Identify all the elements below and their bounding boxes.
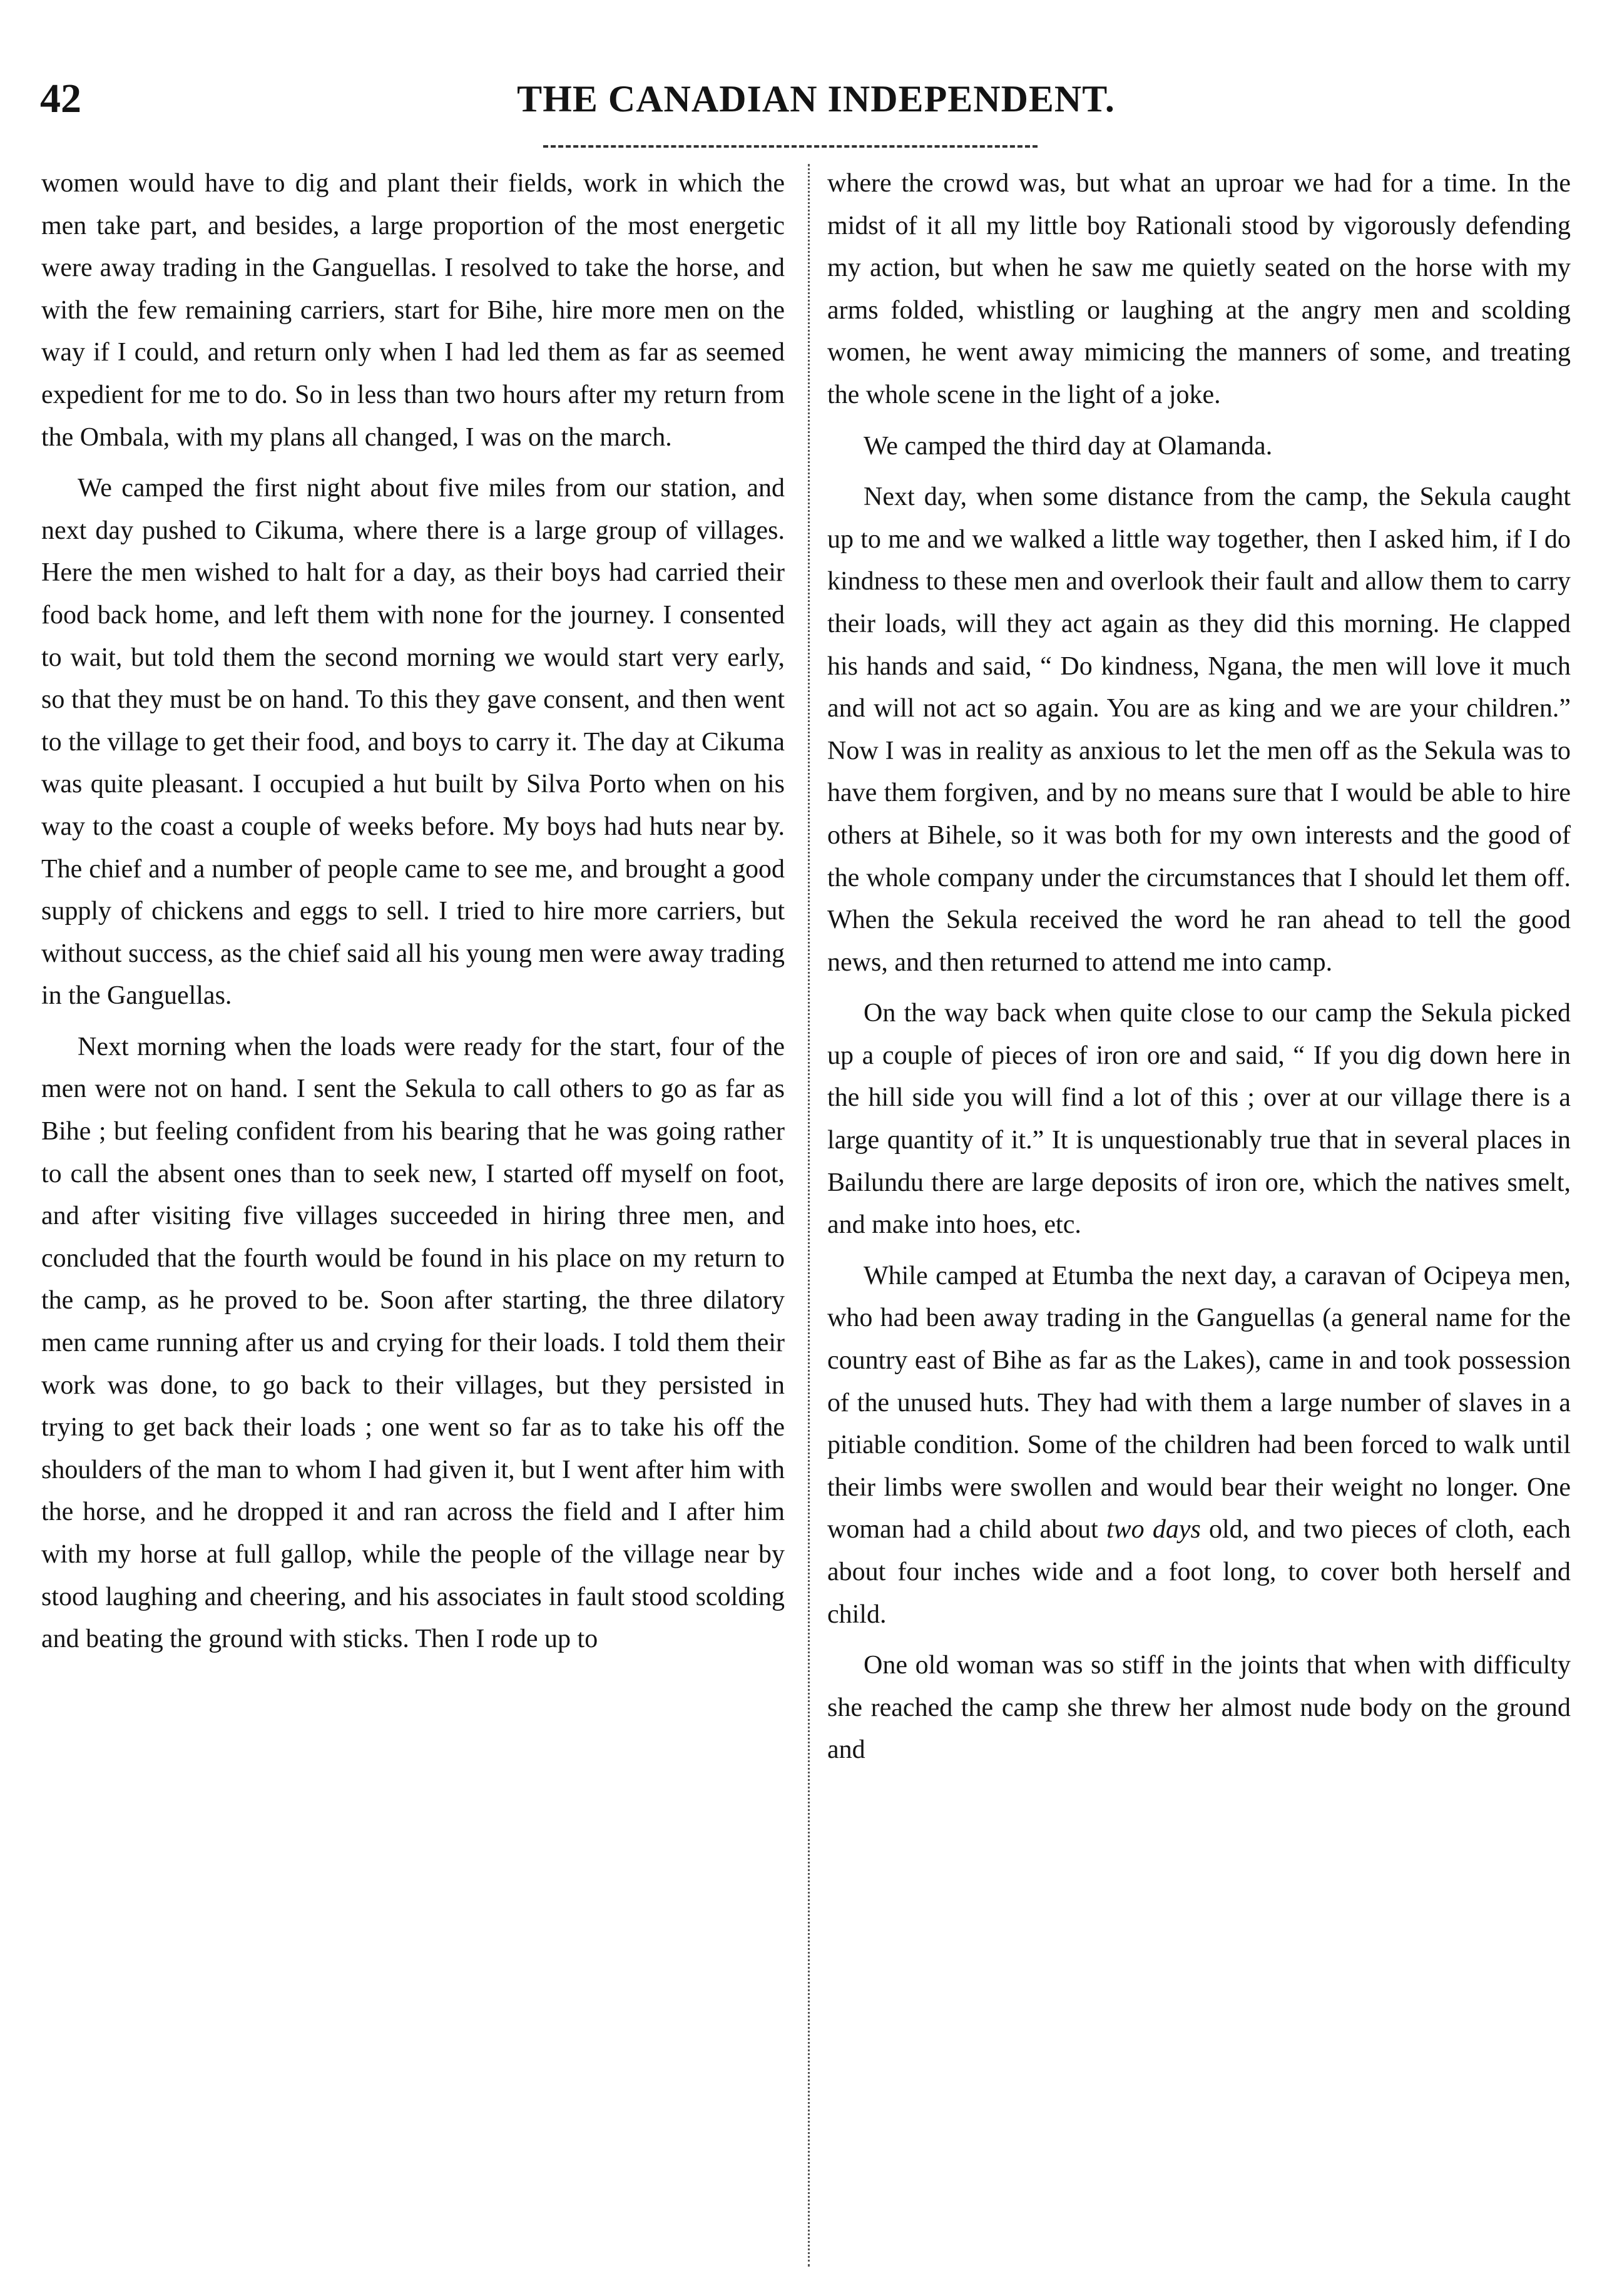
paragraph — [827, 1255, 1571, 1636]
column-divider — [808, 164, 810, 2267]
paragraph: women would have to dig and plant their fields, work in which the men take part, and besides, a large proportion of the most energetic were away trading in the Ganguellas. I resolved to take the horse, and with the few remaining carriers, start for Bihe, hire more men on the way if I could, and return only when I had led them as far as seemed expedient for me to do. So in less than two hours after my return from the Ombala, with my plans all changed, I was on the march. — [41, 169, 785, 452]
page-number: 42 — [40, 76, 81, 121]
paragraph: On the way back when quite close to our camp the Sekula picked up a couple of pieces of iron ore and said, “ If you dig down here in the hill side you will find a lot of this ; over at our village there is a large quantity of it.” It is unquestionably true that in several places in Bailundu there are large deposits of iron ore, which the natives smelt, and make into hoes, etc. — [827, 999, 1571, 1240]
left-column — [41, 163, 785, 2265]
page-header — [40, 69, 1554, 138]
paragraph: One old woman was so stiff in the joints that when with difficulty she reached the camp she threw her almost nude body on the ground and — [827, 1651, 1571, 1765]
italic-text: two days — [1106, 1515, 1201, 1544]
publication-title: THE CANADIAN INDEPENDENT. — [517, 78, 1115, 120]
paragraph: We camped the third day at Olamanda. — [864, 431, 1273, 461]
text-run: old, and two pieces of cloth, each about four inches wide and a foot long, to cover both herself and child. — [827, 1515, 1571, 1629]
right-column — [827, 163, 1571, 2265]
paragraph: Next day, when some distance from the camp, the Sekula caught up to me and we walked a little way together, then I asked him, if I do kindness to these men and overlook their fault and allow them to carry their loads, will they act again as they did this morning. He clapped his hands and said, “ Do kindness, Ngana, the men will love it much and will not act so again. You are as king and we are your children.” Now I was in reality as anxious to let the men off as the Sekula was to have them forgiven, and by no means sure that I would be able to hire others at Bihele, so it was both for my own interests and the good of the whole company under the circumstances that I should let them off. When the Sekula received the word he ran ahead to tell the good news, and then returned to attend me into camp. — [827, 482, 1571, 977]
paragraph: Next morning when the loads were ready for the start, four of the men were not on hand. I sent the Sekula to call others to go as far as Bihe ; but feeling confident from his bearing that he was going rather to call the absent ones than to seek new, I started off myself on foot, and after visiting five villages succeeded in hiring three men, and concluded that the fourth would be found in his place on my return to the camp, as he proved to be. Soon after starting, the three dilatory men came running after us and crying for their loads. I told them their work was done, to go back to their villages, but they persisted in trying to get back their loads ; one went so far as to take his off the shoulders of the man to whom I had given it, but I went after him with the horse, and he dropped it and ran across the field and I after him with my horse at full gallop, while the people of the village near by stood laughing and cheering, and his associates in fault stood scolding and beating the ground with sticks. Then I rode up to — [41, 1032, 785, 1654]
paragraph: where the crowd was, but what an uproar we had for a time. In the midst of it all my little boy Rationali stood by vigorously defending my action, but when he saw me quietly seated on the horse with my arms folded, whistling or laughing at the angry men and scolding women, he went away mimicing the manners of some, and treating the whole scene in the light of a joke. — [827, 169, 1571, 409]
text-run: While camped at Etumba the next day, a caravan of Ocipeya men, who had been away trading in the Ganguellas (a general name for the country east of Bihe as far as the Lakes), came in and took possession of the unused huts. They had with them a large number of slaves in a pitiable condition. Some of the children had been forced to walk until their limbs were swollen and would bear their weight no longer. One woman had a child about — [827, 1261, 1571, 1544]
header-rule — [543, 145, 1038, 148]
paragraph: We camped the first night about five miles from our station, and next day pushed to Cikuma, where there is a large group of villages. Here the men wished to halt for a day, as their boys had carried their food back home, and left them with none for the journey. I consented to wait, but told them the second morning we would start very early, so that they must be on hand. To this they gave consent, and then went to the village to get their food, and boys to carry it. The day at Cikuma was quite pleasant. I occupied a hut built by Silva Porto when on his way to the coast a couple of weeks before. My boys had huts near by. The chief and a number of people came to see me, and brought a good supply of chickens and eggs to sell. I tried to hire more carriers, but without success, as the chief said all his young men were away trading in the Ganguellas. — [41, 474, 785, 1011]
